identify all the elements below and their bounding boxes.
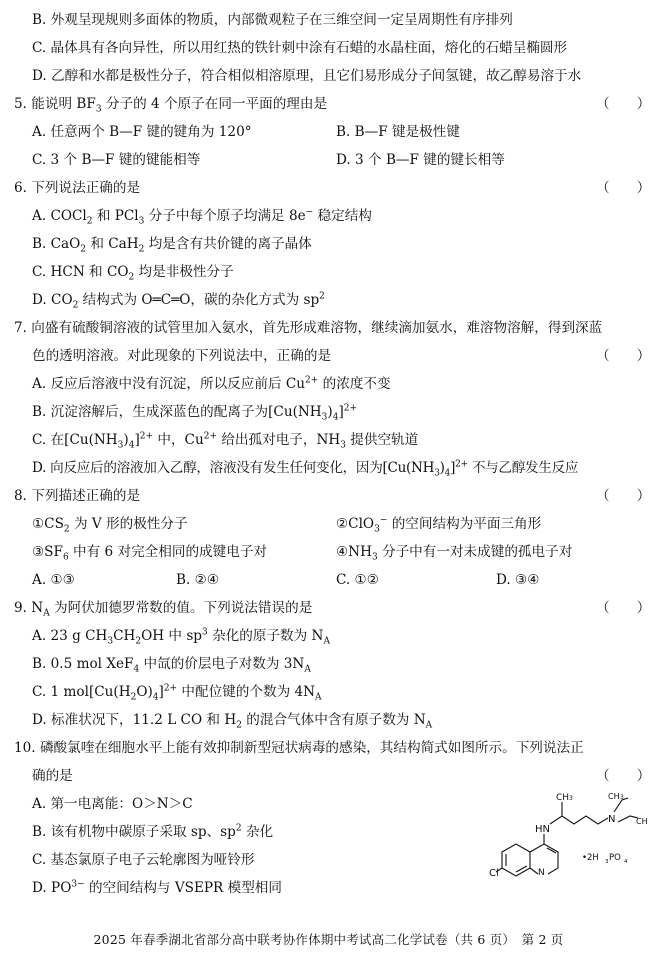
- option-7B: B. 沉淀溶解后，生成深蓝色的配离子为$[Cu(NH_3)_4]^{2+}$: [32, 403, 358, 423]
- amine-nh-label: HN: [535, 824, 550, 835]
- option-5C: C. 3 个 B—F 键的键能相等: [32, 152, 201, 168]
- chlorine-atom-label: Cl: [489, 868, 499, 879]
- statement-4: $④NH_3$ 分子中有一对未成键的孤电子对: [336, 544, 573, 563]
- phosphate-h-subscript: 3: [605, 859, 609, 865]
- option-4C: C. 晶体具有各向异性，所以用红热的铁针刺中涂有石蜡的水晶柱面，熔化的石蜡呈椭圆形: [32, 40, 568, 56]
- question-10-stem-cont: 确的是: [32, 768, 73, 784]
- option-6C: C. HCN 和 $CO_2$ 均是非极性分子: [32, 264, 234, 283]
- option-10D: D. $PO^{3-}$ 的空间结构与 VSEPR 模型相同: [32, 879, 282, 896]
- chloroquine-structure-diagram: [488, 786, 648, 896]
- option-7C: C. 在$[Cu(NH_3)_4]^{2+}$ 中，$Cu^{2+}$ 给出孤对电子，$NH_3$ 提供空轨道: [32, 431, 419, 451]
- answer-bracket: （ ）: [596, 96, 651, 112]
- question-9-stem: 9. $N_A$ 为阿伏加德罗常数的值。下列说法错误的是: [14, 600, 313, 619]
- option-4B: B. 外观呈现规则多面体的物质，内部微观粒子在三维空间一定呈周期性有序排列: [32, 12, 513, 28]
- option-8D: D. ③④: [496, 572, 540, 588]
- statement-1: $①CS_2$ 为 V 形的极性分子: [32, 516, 188, 535]
- question-7-stem: 7. 向盛有硫酸铜溶液的试管里加入氨水，首先形成难溶物，继续滴加氨水，难溶物溶解，得到深蓝: [14, 320, 603, 336]
- question-5-stem: 5. 能说明 $BF_3$ 分子的 4 个原子在同一平面的理由是: [14, 96, 328, 115]
- option-5D: D. 3 个 B—F 键的键长相等: [336, 152, 505, 168]
- option-4D: D. 乙醇和水都是极性分子，符合相似相溶原理，且它们易形成分子间氢键，故乙醇易溶于水: [32, 68, 582, 84]
- option-10B: B. 该有机物中碳原子采取 sp、$sp^2$ 杂化: [32, 823, 274, 840]
- option-9B: B. 0.5 mol XeF$_4$ 中氙的价层电子对数为 $3N_A$: [32, 656, 311, 675]
- option-9D: D. 标准状况下，11.2 L CO 和 $H_2$ 的混合气体中含有原子数为 $N_A$: [32, 712, 433, 731]
- page-footer: 2025 年春季湖北省部分高中联考协作体期中考试高二化学试卷（共 6 页） 第 2 页: [93, 932, 564, 947]
- option-8A: A. ①③: [32, 572, 75, 588]
- option-9A: A. 23 g $CH_3CH_2OH$ 中 $sp^3$ 杂化的原子数为 $N_A$: [32, 627, 330, 647]
- ethyl-lower-label: CH: [636, 817, 648, 826]
- phosphate-o-subscript: 4: [624, 859, 628, 865]
- option-9C: C. 1 $mol[Cu(H_2O)_4]^{2+}$ 中配位键的个数为 $4N_A$: [32, 683, 322, 703]
- methyl-label: CH: [556, 793, 570, 803]
- option-7D: D. 向反应后的溶液加入乙醇，溶液没有发生任何变化，因为$[Cu(NH_3)_4]^{2+}$ 不与乙醇发生反应: [32, 459, 579, 479]
- option-7A: A. 反应后溶液中没有沉淀，所以反应前后 $Cu^{2+}$ 的浓度不变: [32, 375, 391, 392]
- statement-2: ②ClO$_3$− 的空间结构为平面三角形: [336, 515, 542, 535]
- question-6-stem: 6. 下列说法正确的是: [14, 180, 141, 196]
- answer-bracket: （ ）: [596, 180, 651, 196]
- option-5B: B. B—F 键是极性键: [336, 124, 460, 140]
- statement-3: $③SF_6$ 中有 6 对完全相同的成键电子对: [32, 544, 268, 563]
- answer-bracket: （ ）: [596, 600, 651, 616]
- option-10A: A. 第一电离能：O＞N＞C: [32, 796, 193, 812]
- option-8C: C. ①②: [336, 572, 379, 588]
- answer-bracket: （ ）: [596, 768, 651, 784]
- ethyl-upper-subscript: 3: [620, 794, 624, 801]
- option-10C: C. 基态氯原子电子云轮廓图为哑铃形: [32, 852, 255, 868]
- phosphate-po-label: PO: [609, 853, 621, 863]
- option-6B: B. CaO$_2$ 和 CaH$_2$ 均是含有共价键的离子晶体: [32, 236, 312, 255]
- question-7-stem-cont: 色的透明溶液。对此现象的下列说法中，正确的是: [32, 348, 332, 364]
- answer-bracket: （ ）: [596, 488, 651, 504]
- tertiary-nitrogen-label: N: [608, 814, 616, 825]
- ring-nitrogen-label: N: [538, 868, 545, 878]
- phosphate-salt-label: •2H: [582, 853, 599, 863]
- question-10-stem: 10. 磷酸氯喹在细胞水平上能有效抑制新型冠状病毒的感染，其结构简式如图所示。下列说法正: [14, 740, 584, 756]
- option-5A: A. 任意两个 B—F 键的键角为 120°: [32, 124, 252, 140]
- answer-bracket: （ ）: [596, 348, 651, 364]
- ethyl-upper-label: CH: [608, 792, 620, 801]
- option-8B: B. ②④: [176, 572, 220, 588]
- question-8-stem: 8. 下列描述正确的是: [14, 488, 141, 504]
- option-6D: D. $CO_2$ 结构式为 O═C═O，碳的杂化方式为 $sp^2$: [32, 291, 325, 311]
- methyl-subscript: 3: [569, 795, 573, 802]
- option-6A: A. COCl$_2$ 和 PCl$_3$ 分子中每个原子均满足 8e− 稳定结构: [32, 207, 372, 227]
